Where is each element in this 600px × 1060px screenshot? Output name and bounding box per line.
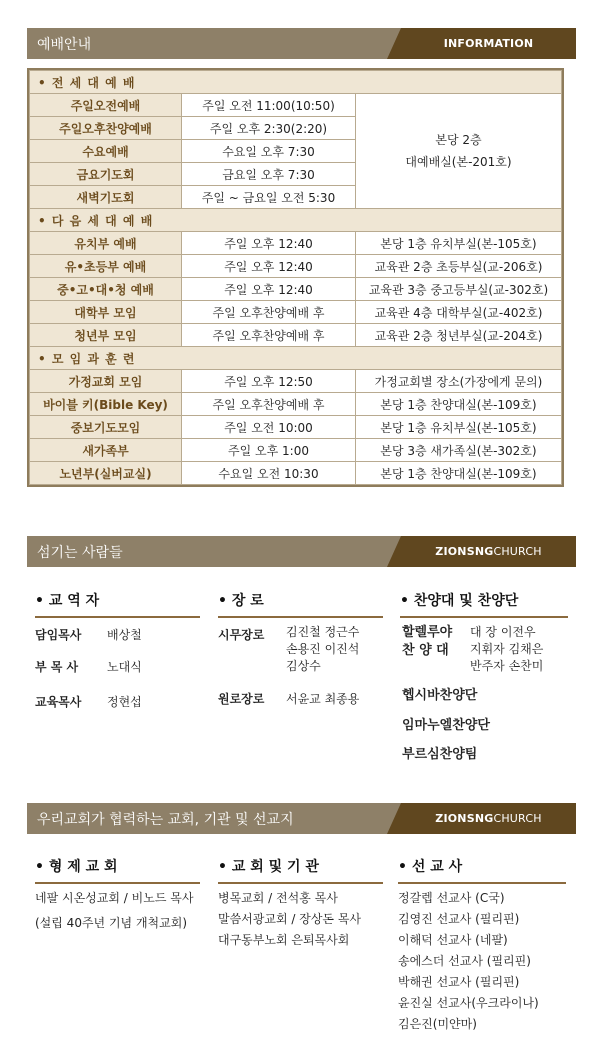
table-row: 대학부 모임 주일 오후찬양예배 후 교육관 4층 대학부실(교-402호): [30, 301, 562, 324]
choir-heading: • 찬양대 및 찬양단: [400, 590, 568, 618]
table-row: 노년부(실버교실) 수요일 오전 10:30 본당 1층 찬양대실(본-109호): [30, 462, 562, 485]
pastor-row: 담임목사 배상철: [35, 628, 142, 642]
table-row: 새가족부 주일 오후 1:00 본당 3층 새가족실(본-302호): [30, 439, 562, 462]
servants-section-title: 섬기는 사람들: [37, 545, 123, 561]
partners-header-band: [27, 803, 576, 834]
servants-header-band: [27, 536, 576, 567]
praise-team: 부르심찬양팀: [402, 747, 478, 762]
pastors-heading: • 교 역 자: [35, 590, 200, 618]
missionary-list: 정갈렙 선교사 (C국) 김영진 선교사 (필리핀) 이해덕 선교사 (네팔) 송에스더 선교사 (필리핀) 박해권 선교사 (필리핀) 윤진실 선교사(우크라이나) 김은진(미얀마): [398, 891, 539, 1031]
retired-elder-row: 원로장로 서윤교 최종용: [218, 692, 360, 706]
active-elder-role: 시무장로: [218, 628, 265, 642]
table-row: 가정교회 모임 주일 오후 12:50 가정교회별 장소(가장에게 문의): [30, 370, 562, 393]
table-row: 중•고•대•청 예배 주일 오후 12:40 교육관 3층 중고등부실(교-302호): [30, 278, 562, 301]
main-sanctuary-cell: 본당 2층 대예배실(본-201호): [356, 94, 562, 209]
partners-section-title: 우리교회가 협력하는 교회, 기관 및 선교지: [37, 812, 294, 828]
brother-church-list: 네팔 시온성교회 / 비노드 목사 (설립 40주년 기념 개척교회): [35, 891, 194, 930]
church-institution-heading: • 교 회 및 기 관: [218, 856, 383, 884]
category-next-generation: • 다 음 세 대 예 배: [30, 209, 562, 232]
table-row: 금요기도회 금요일 오후 7:30: [30, 163, 562, 186]
missionary-heading: • 선 교 사: [398, 856, 566, 884]
praise-team: 임마누엘찬양단: [402, 718, 490, 733]
active-elder-names: 김진철 정근수 손용진 이진석 김상수: [286, 625, 360, 673]
church-tag: ZIONSNG CHURCH: [401, 803, 576, 834]
church-tag: ZIONSNG CHURCH: [401, 536, 576, 567]
worship-schedule-table: [27, 68, 564, 487]
table-row: 수요예배 수요일 오후 7:30: [30, 140, 562, 163]
hallelujah-choir-label: 할렐루야 찬 양 대: [402, 625, 453, 658]
table-row: 중보기도모임 주일 오전 10:00 본당 1층 유치부실(본-105호): [30, 416, 562, 439]
worship-section-title: 예배안내: [37, 37, 92, 53]
brother-church-heading: • 형 제 교 회: [35, 856, 200, 884]
table-row: 유치부 예배 주일 오후 12:40 본당 1층 유치부실(본-105호): [30, 232, 562, 255]
pastor-row: 교육목사 정현섭: [35, 695, 142, 709]
elders-heading: • 장 로: [218, 590, 383, 618]
church-institution-list: 병목교회 / 전석홍 목사 말씀서광교회 / 장상돈 목사 대구동부노회 은퇴목사회: [218, 891, 361, 947]
table-row: 바이블 키(Bible Key) 주일 오후찬양예배 후 본당 1층 찬양대실(본-109호): [30, 393, 562, 416]
worship-header-band: [27, 28, 576, 59]
category-all-generation: • 전 세 대 예 배: [30, 71, 562, 94]
table-row: 새벽기도회 주일 ~ 금요일 오전 5:30: [30, 186, 562, 209]
information-tag: INFORMATION: [401, 28, 576, 59]
table-row: 주일오전예배 주일 오전 11:00(10:50) 본당 2층 대예배실(본-201호): [30, 94, 562, 117]
choir-leaders: 대 장 이전우 지휘자 김채은 반주자 손찬미: [470, 625, 544, 673]
category-meetings: • 모 임 과 훈 련: [30, 347, 562, 370]
pastor-row: 부 목 사 노대식: [35, 660, 142, 674]
table-row: 주일오후찬양예배 주일 오후 2:30(2:20): [30, 117, 562, 140]
table-row: 유•초등부 예배 주일 오후 12:40 교육관 2층 초등부실(교-206호): [30, 255, 562, 278]
table-row: 청년부 모임 주일 오후찬양예배 후 교육관 2층 청년부실(교-204호): [30, 324, 562, 347]
praise-team: 헵시바찬양단: [402, 688, 478, 703]
